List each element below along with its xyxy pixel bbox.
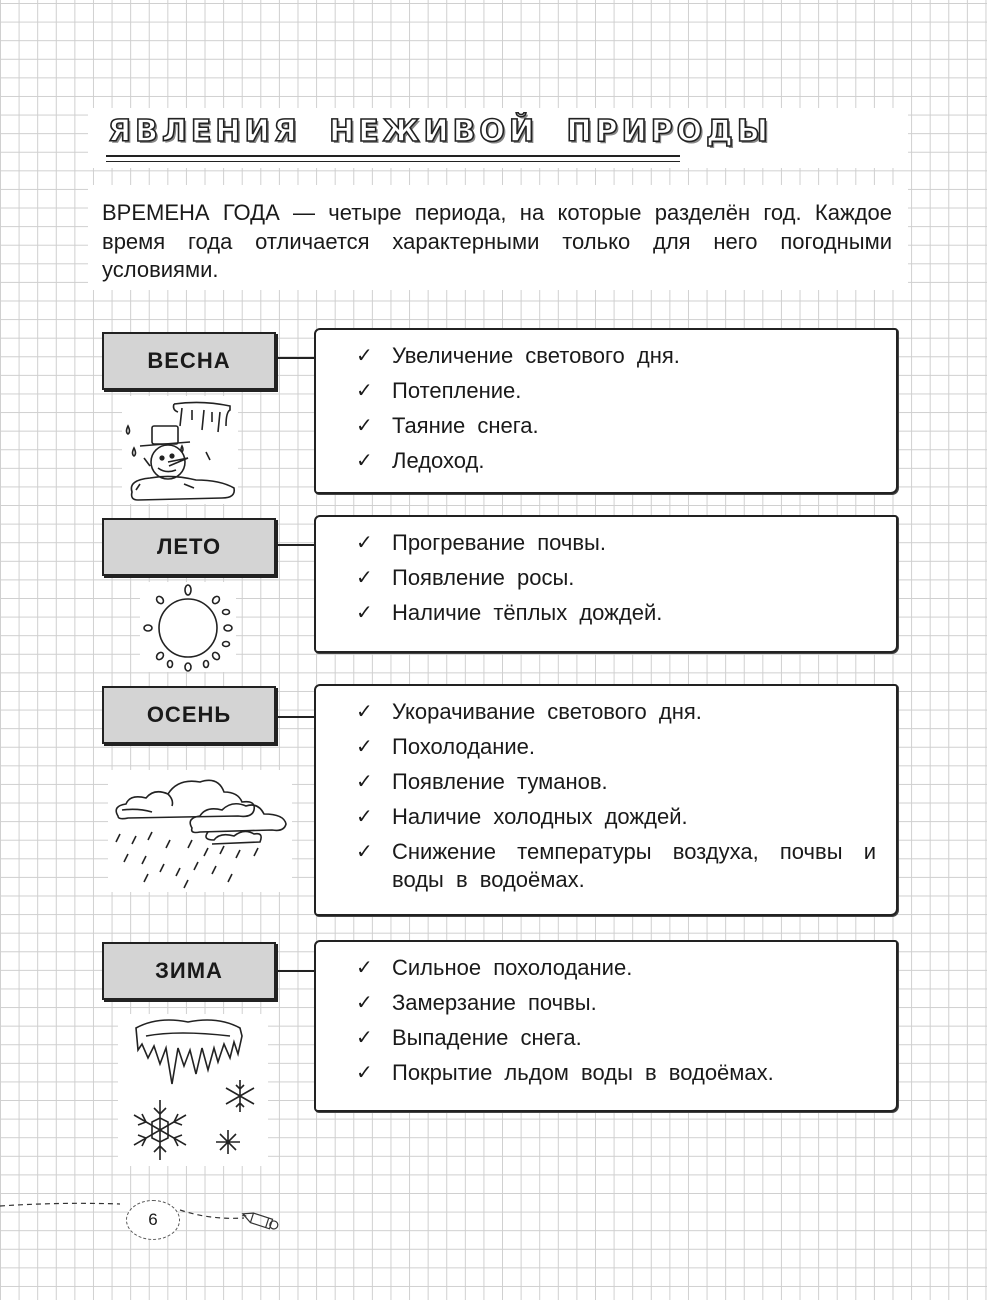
intro-text: ВРЕМЕНА ГОДА — четыре периода, на которые разделён год. Каждое время года отличается характерными только для него погодными условиями. bbox=[102, 200, 892, 282]
list-item: ✓ Замерзание почвы. bbox=[356, 990, 597, 1015]
list-item: ✓ Прогревание почвы. bbox=[356, 530, 606, 555]
check-icon: ✓ bbox=[356, 345, 373, 367]
check-icon: ✓ bbox=[356, 957, 373, 979]
list-item: ✓ Снижение температуры воздуха, почвы и воды в водоёмах. bbox=[356, 839, 876, 892]
melting-snowman-icon bbox=[122, 396, 238, 504]
rain-clouds-icon bbox=[108, 770, 292, 892]
list-item: ✓ Укорачивание светового дня. bbox=[356, 699, 702, 724]
list-item: ✓ Появление туманов. bbox=[356, 769, 608, 794]
fact-list bbox=[316, 517, 896, 644]
check-icon: ✓ bbox=[356, 771, 373, 793]
icicles-snowflakes-icon bbox=[118, 1014, 268, 1166]
season-label-autumn: ОСЕНЬ bbox=[102, 686, 276, 744]
check-icon: ✓ bbox=[356, 1027, 373, 1049]
connector-line bbox=[274, 544, 316, 546]
fact-list bbox=[316, 330, 896, 492]
connector-line bbox=[274, 357, 316, 359]
page-title: ЯВЛЕНИЯ НЕЖИВОЙ ПРИРОДЫ bbox=[108, 114, 772, 149]
check-icon: ✓ bbox=[356, 1062, 373, 1084]
season-box-summer bbox=[314, 515, 898, 653]
connector-line bbox=[274, 716, 316, 718]
list-item: ✓ Появление росы. bbox=[356, 565, 575, 590]
title-underline bbox=[106, 155, 680, 162]
season-box-autumn bbox=[314, 684, 898, 916]
check-icon: ✓ bbox=[356, 415, 373, 437]
check-icon: ✓ bbox=[356, 532, 373, 554]
season-label-summer: ЛЕТО bbox=[102, 518, 276, 576]
season-label-spring: ВЕСНА bbox=[102, 332, 276, 390]
check-icon: ✓ bbox=[356, 602, 373, 624]
season-box-winter bbox=[314, 940, 898, 1112]
fact-list bbox=[316, 942, 896, 1104]
connector-line bbox=[274, 970, 316, 972]
sun-icon bbox=[140, 582, 236, 672]
check-icon: ✓ bbox=[356, 736, 373, 758]
list-item: ✓ Сильное похолодание. bbox=[356, 955, 633, 980]
check-icon: ✓ bbox=[356, 567, 373, 589]
season-label-winter: ЗИМА bbox=[102, 942, 276, 1000]
list-item: ✓ Наличие тёплых дождей. bbox=[356, 600, 663, 625]
check-icon: ✓ bbox=[356, 992, 373, 1014]
list-item: ✓ Покрытие льдом воды в водоёмах. bbox=[356, 1060, 774, 1085]
season-box-spring bbox=[314, 328, 898, 494]
check-icon: ✓ bbox=[356, 380, 373, 402]
list-item: ✓ Потепление. bbox=[356, 378, 522, 403]
list-item: ✓ Ледоход. bbox=[356, 448, 485, 473]
list-item: ✓ Увеличение светового дня. bbox=[356, 343, 680, 368]
intro-block bbox=[88, 185, 908, 290]
page-number: 6 bbox=[126, 1200, 180, 1240]
list-item: ✓ Наличие холодных дождей. bbox=[356, 804, 688, 829]
check-icon: ✓ bbox=[356, 450, 373, 472]
check-icon: ✓ bbox=[356, 701, 373, 723]
list-item: ✓ Таяние снега. bbox=[356, 413, 539, 438]
list-item: ✓ Похолодание. bbox=[356, 734, 535, 759]
list-item: ✓ Выпадение снега. bbox=[356, 1025, 582, 1050]
check-icon: ✓ bbox=[356, 841, 373, 863]
fact-list bbox=[316, 686, 896, 911]
check-icon: ✓ bbox=[356, 806, 373, 828]
